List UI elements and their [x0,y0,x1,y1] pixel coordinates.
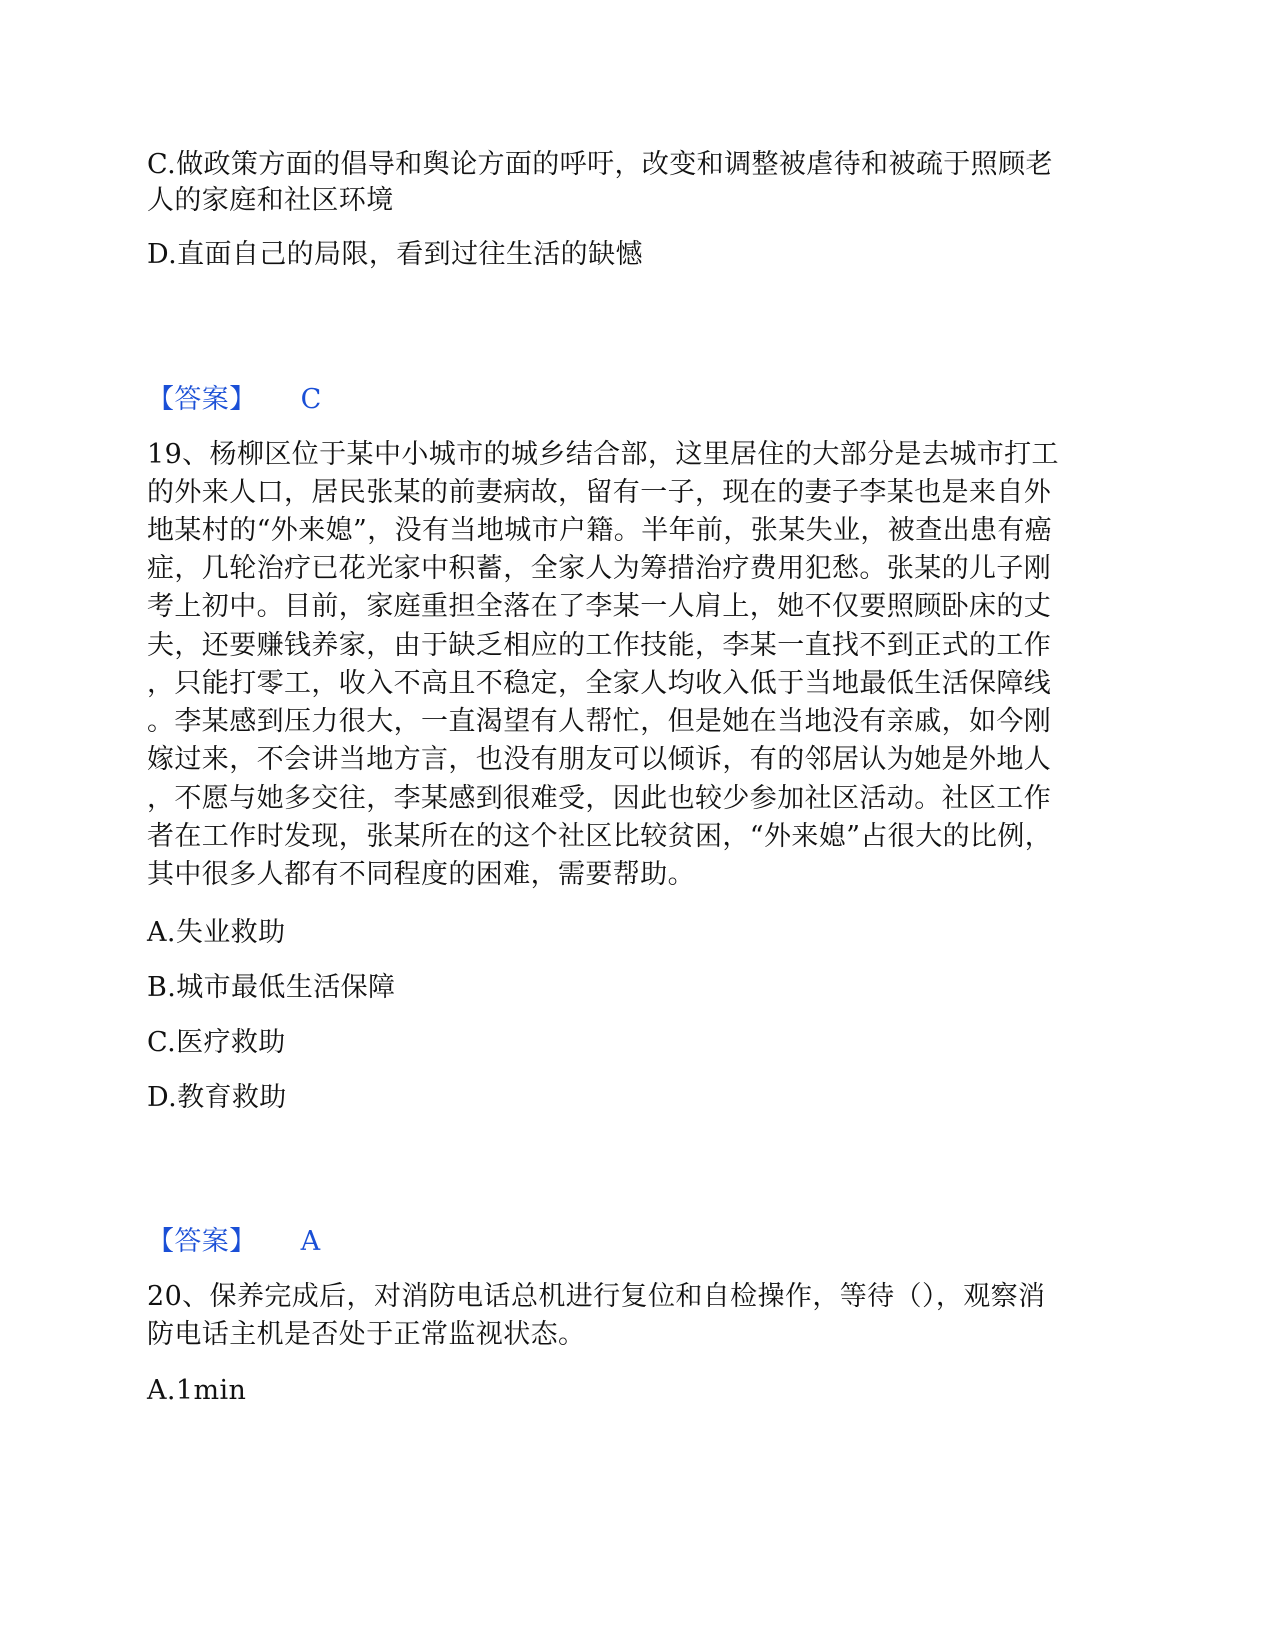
q20-line-2: 防电话主机是否处于正常监视状态。 [147,1319,586,1350]
q19-line-1: 19、杨柳区位于某中小城市的城乡结合部，这里居住的大部分是去城市打工 [147,439,1059,470]
answer-19-value: A [300,1226,321,1257]
q19-option-a: A.失业救助 [147,917,286,948]
q18-option-c-line1: C.做政策方面的倡导和舆论方面的呼吁，改变和调整被虐待和被疏于照顾老 [147,149,1053,180]
q19-line-11: 者在工作时发现，张某所在的这个社区比较贫困，“外来媳”占很大的比例， [147,821,1053,852]
q20-line-1: 20、保养完成后，对消防电话总机进行复位和自检操作，等待（），观察消 [147,1281,1046,1312]
q19-line-2: 的外来人口，居民张某的前妻病故，留有一子，现在的妻子李某也是来自外 [147,477,1052,508]
q18-option-d: D.直面自己的局限，看到过往生活的缺憾 [147,239,643,270]
answer-18 [147,381,1127,419]
q19-line-5: 考上初中。目前，家庭重担全落在了李某一人肩上，她不仅要照顾卧床的丈 [147,591,1052,622]
q19-line-10: ，不愿与她多交往，李某感到很难受，因此也较少参加社区活动。社区工作 [147,783,1052,814]
q19-line-4: 症，几轮治疗已花光家中积蓄，全家人为筹措治疗费用犯愁。张某的儿子刚 [147,553,1052,584]
q19-line-3: 地某村的“外来媳”，没有当地城市户籍。半年前，张某失业，被查出患有癌 [147,515,1053,546]
q19-option-c: C.医疗救助 [147,1027,286,1058]
answer-19 [147,1223,1127,1261]
q19-option-d: D.教育救助 [147,1082,287,1113]
answer-19-tag: 【答案】 [147,1226,257,1257]
q19-option-b: B.城市最低生活保障 [147,972,396,1003]
q18-option-c-line2: 人的家庭和社区环境 [147,185,394,216]
q19-line-12: 其中很多人都有不同程度的困难，需要帮助。 [147,859,695,890]
q19-line-6: 夫，还要赚钱养家，由于缺乏相应的工作技能，李某一直找不到正式的工作 [147,630,1052,661]
answer-18-tag: 【答案】 [147,384,257,415]
q20-option-a: A.1min [147,1375,247,1406]
answer-18-value: C [300,384,322,415]
q19-line-8: 。李某感到压力很大，一直渴望有人帮忙，但是她在当地没有亲戚，如今刚 [147,706,1052,737]
q19-line-7: ，只能打零工，收入不高且不稳定，全家人均收入低于当地最低生活保障线 [147,668,1052,699]
q19-line-9: 嫁过来，不会讲当地方言，也没有朋友可以倾诉，有的邻居认为她是外地人 [147,744,1052,775]
